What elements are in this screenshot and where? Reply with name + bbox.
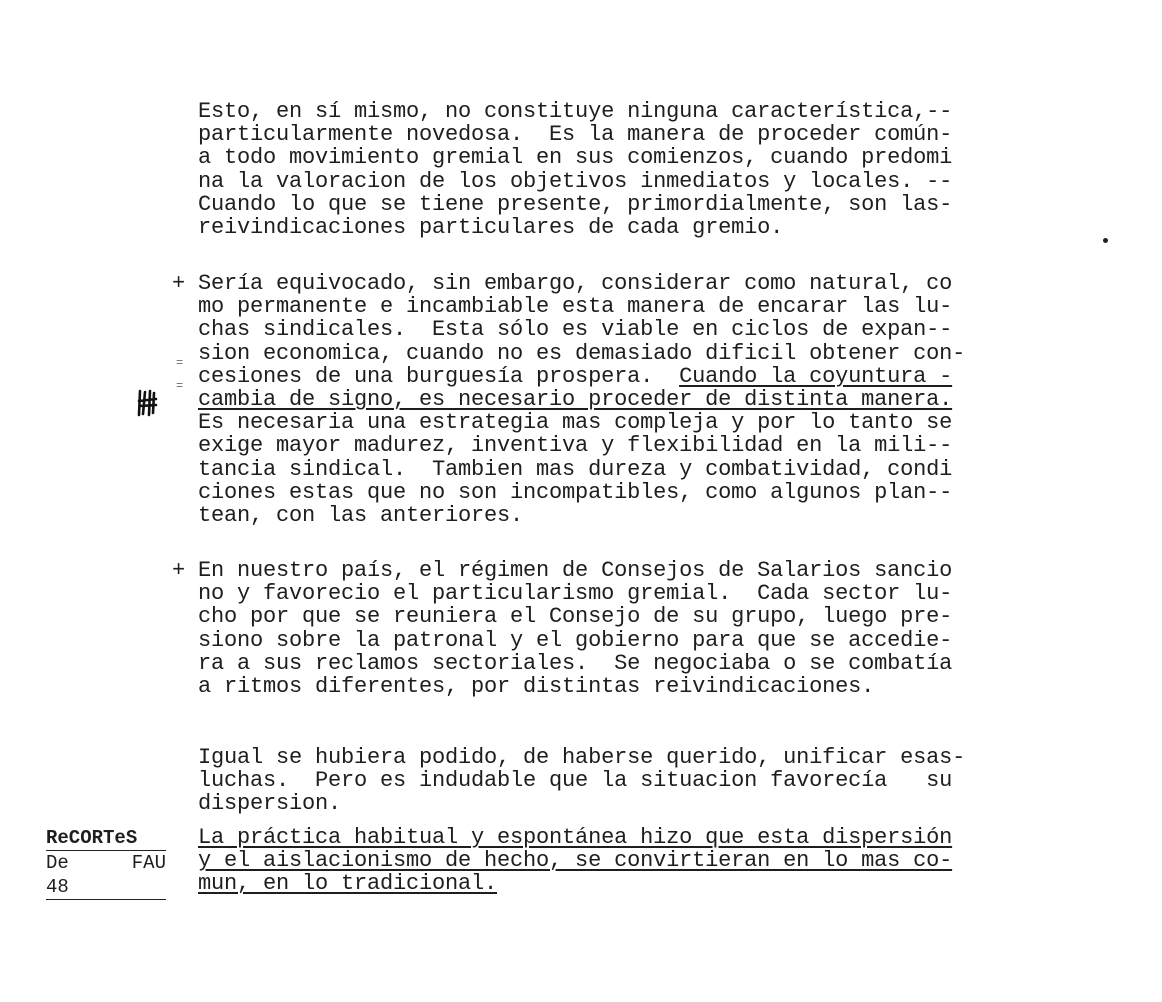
- text-line: dispersion.: [198, 791, 342, 817]
- underlined-text-line: cambia de signo, es necesario proceder de distinta manera.: [198, 386, 953, 412]
- stamp-fau: FAU: [131, 852, 166, 874]
- paragraph-1: [198, 100, 1048, 239]
- underlined-text-line: mun, en lo tradicional.: [198, 871, 498, 897]
- stamp-de: De: [46, 852, 69, 874]
- stamp-title: ReCORTeS: [46, 826, 166, 851]
- text-line: na la valoracion de los objetivos inmediatos y locales. --: [198, 168, 953, 194]
- underlined-text-line: y el aislacionismo de hecho, se convirtieran en lo mas co-: [198, 848, 953, 874]
- text-line: Cuando lo que se tiene presente, primordialmente, son las-: [198, 191, 953, 217]
- handwritten-bar-mark: [137, 389, 159, 417]
- text-line: no y favorecio el particularismo gremial. Cada sector lu-: [198, 581, 953, 607]
- paragraph-3: [198, 559, 1048, 698]
- text-line: ciones estas que no son incompatibles, como algunos plan--: [198, 479, 953, 505]
- underlined-text-line: La práctica habitual y espontánea hizo que esta dispersión: [198, 825, 953, 850]
- text-line: a ritmos diferentes, por distintas reivindicaciones.: [198, 673, 875, 699]
- small-margin-mark: =: [176, 379, 184, 393]
- stamp-source-row: [46, 851, 166, 875]
- small-margin-mark: =: [176, 356, 184, 370]
- text-line: luchas. Pero es indudable que la situacion favorecía su: [198, 768, 953, 794]
- text-line: Es necesaria una estrategia mas compleja y por lo tanto se: [198, 410, 953, 436]
- paragraph-4: [198, 746, 1048, 816]
- text-line: mo permanente e incambiable esta manera de encarar las lu-: [198, 294, 953, 320]
- text-line: a todo movimiento gremial en sus comienzos, cuando predomi: [198, 145, 953, 171]
- text-line: tean, con las anteriores.: [198, 502, 524, 528]
- text-line: Igual se hubiera podido, de haberse querido, unificar esas-: [198, 745, 966, 770]
- text-line: sion economica, cuando no es demasiado dificil obtener con-: [198, 340, 966, 366]
- text-line: particularmente novedosa. Es la manera de proceder común-: [198, 122, 953, 148]
- text-line: chas sindicales. Esta sólo es viable en ciclos de expan--: [198, 317, 953, 343]
- text-line: exige mayor madurez, inventiva y flexibilidad en la mili--: [198, 433, 953, 459]
- text-line: Sería equivocado, sin embargo, considerar como natural, co: [198, 271, 953, 296]
- paragraph-5-underlined: [198, 826, 1048, 896]
- ink-dot: [1103, 238, 1108, 243]
- archive-stamp: [46, 826, 166, 900]
- underlined-segment: Cuando la coyuntura -: [679, 363, 953, 389]
- text-line: cho por que se reuniera el Consejo de su grupo, luego pre-: [198, 604, 953, 630]
- text-line: reivindicaciones particulares de cada gremio.: [198, 214, 784, 240]
- text-line: En nuestro país, el régimen de Consejos de Salarios sancio: [198, 558, 953, 583]
- plus-margin-mark: +: [172, 558, 186, 583]
- text-line: siono sobre la patronal y el gobierno para que se accedie-: [198, 627, 953, 653]
- text-line-mixed: [198, 365, 1048, 388]
- stamp-number: 48: [46, 875, 166, 900]
- text-line: tancia sindical. Tambien mas dureza y combatividad, condi: [198, 456, 953, 482]
- text-segment: cesiones de una burguesía prospera.: [198, 363, 680, 389]
- text-line: Esto, en sí mismo, no constituye ninguna característica,--: [198, 99, 953, 124]
- text-line: ra a sus reclamos sectoriales. Se negociaba o se combatía: [198, 650, 953, 676]
- paragraph-2: [198, 272, 1048, 527]
- plus-margin-mark: +: [172, 271, 186, 296]
